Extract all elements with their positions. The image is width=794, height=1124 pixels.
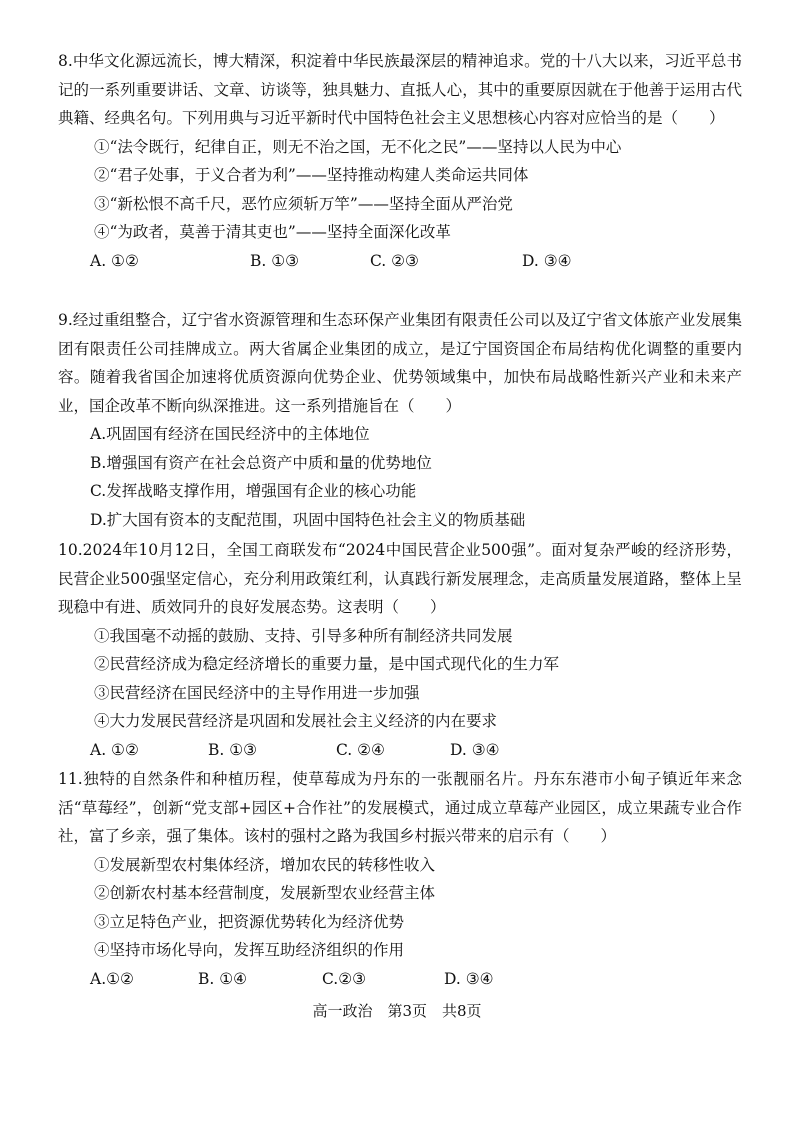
question-stem: 10.2024年10月12日，全国工商联发布“2024中国民营企业500强”。面对复杂严峻的经济形势，民营企业500强坚定信心，充分利用政策红利，认真践行新发展理念，走高质量发展道路，整体上呈现稳中有进、质效同升的良好发展态势。这表明（ ） (58, 541, 742, 616)
answer-choices (58, 965, 742, 994)
statement-item: ④“为政者，莫善于清其吏也”——坚持全面深化改革 (94, 223, 451, 241)
statement-item: ④坚持市场化导向，发挥互助经济组织的作用 (94, 941, 405, 959)
statement-item: ④大力发展民营经济是巩固和发展社会主义经济的内在要求 (94, 712, 498, 730)
statement-item: ②民营经济成为稳定经济增长的重要力量，是中国式现代化的生力军 (94, 655, 560, 673)
answer-choices (58, 247, 742, 276)
option-a: A.巩固国有经济在国民经济中的主体地位 (90, 425, 370, 443)
option-c: C.发挥战略支撑作用，增强国有企业的核心功能 (90, 482, 417, 500)
statement-item: ②创新农村基本经营制度，发展新型农业经营主体 (94, 884, 436, 902)
statement-item: ③立足特色产业，把资源优势转化为经济优势 (94, 912, 405, 931)
question-9 (58, 306, 742, 534)
choice-a: A. ①② (90, 740, 139, 759)
question-stem: 11.独特的自然条件和种植历程，使草莓成为丹东的一张靓丽名片。丹东东港市小甸子镇近年来念活“草莓经”，创新“党支部+园区+合作社”的发展模式，通过成立草莓产业园区，成立果蔬专业合作社，富了乡亲，强了集体。该村的强村之路为我国乡村振兴带来的启示有（ ） (58, 770, 742, 845)
choice-c: C.②③ (322, 969, 367, 988)
choice-d: D. ③④ (522, 251, 572, 270)
question-stem: 9.经过重组整合，辽宁省水资源管理和生态环保产业集团有限责任公司以及辽宁省文体旅产业发展集团有限责任公司挂牌成立。两大省属企业集团的成立，是辽宁国资国企布局结构优化调整的重要内容。随着我省国企加速将优质资源向优势企业、优势领域集中，加快布局战略性新兴产业和未来产业，国企改革不断向纵深推进。这一系列措施旨在（ ） (58, 311, 742, 415)
choice-d: D. ③④ (444, 969, 494, 988)
answer-choices (58, 736, 742, 765)
choice-c: C. ②④ (336, 740, 385, 759)
statement-item: ①我国毫不动摇的鼓励、支持、引导多种所有制经济共同发展 (94, 626, 513, 645)
question-10 (58, 536, 742, 764)
statement-item: ②“君子处事，于义合者为利”——坚持推动构建人类命运共同体 (94, 166, 529, 184)
statement-item: ①发展新型农村集体经济，增加农民的转移性收入 (94, 855, 436, 874)
statement-item: ①“法令既行，纪律自正，则无不治之国，无不化之民”——坚持以人民为中心 (94, 137, 622, 156)
question-11 (58, 765, 742, 993)
option-b: B.增强国有资产在社会总资产中质和量的优势地位 (90, 453, 432, 472)
option-d: D.扩大国有资本的支配范围，巩固中国特色社会主义的物质基础 (90, 510, 526, 529)
choice-b: B. ①③ (250, 251, 300, 270)
statement-item: ③民营经济在国民经济中的主导作用进一步加强 (94, 683, 420, 702)
page-footer: 高一政治 第3页 共8页 (312, 1002, 482, 1020)
choice-c: C. ②③ (370, 251, 419, 270)
question-8 (58, 47, 742, 275)
choice-a: A. ①② (90, 251, 139, 270)
choice-b: B. ①④ (198, 969, 248, 988)
question-stem: 8.中华文化源远流长，博大精深，积淀着中华民族最深层的精神追求。党的十八大以来，习近平总书记的一系列重要讲话、文章、访谈等，独具魅力、直抵人心，其中的重要原因就在于他善于运用古代典籍、经典名句。下列用典与习近平新时代中国特色社会主义思想核心内容对应恰当的是（ ） (58, 52, 742, 127)
choice-b: B. ①③ (208, 740, 258, 759)
choice-d: D. ③④ (450, 740, 500, 759)
statement-item: ③“新松恨不高千尺，恶竹应须斩万竿”——坚持全面从严治党 (94, 194, 513, 213)
choice-a: A.①② (90, 969, 134, 988)
